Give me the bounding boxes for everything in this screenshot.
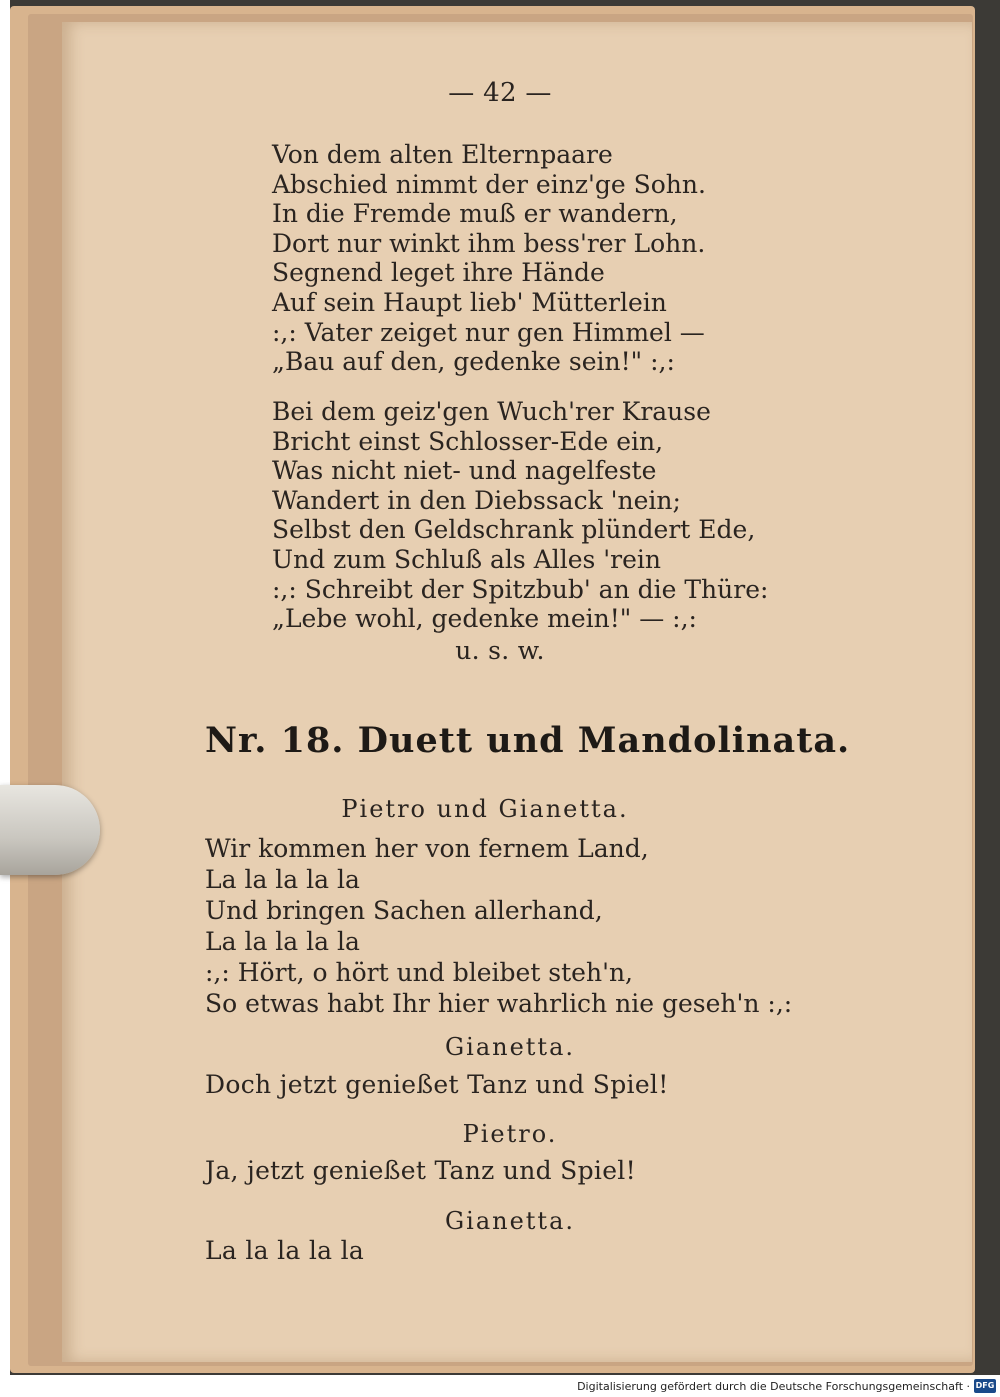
verse-line: In die Fremde muß er wandern, (272, 199, 678, 229)
verse-line: Wandert in den Diebssack 'nein; (272, 485, 681, 515)
speaker-label: Pietro und Gianetta. (341, 795, 629, 823)
verse-line: :,: Schreibt der Spitzbub' an die Thüre: (272, 574, 769, 604)
verse-line: Von dem alten Elternpaare (272, 140, 613, 169)
etcetera: u. s. w. (455, 636, 545, 665)
page-number: — 42 — (448, 78, 552, 108)
verse-2 (272, 397, 768, 634)
song-line: Und bringen Sachen allerhand, (205, 896, 603, 925)
speaker-label: Gianetta. (444, 1207, 576, 1235)
verse-line: Und zum Schluß als Alles 'rein (272, 544, 662, 574)
song-line: La la la la la (205, 927, 360, 956)
song-line: La la la la la (205, 1236, 365, 1265)
speaker-label: Gianetta. (444, 1033, 576, 1061)
verse-line: „Bau auf den, gedenke sein!" :,: (272, 347, 675, 377)
song-line: Doch jetzt genießet Tanz und Spiel! (205, 1070, 669, 1099)
verse-line: Segnend leget ihre Hände (272, 258, 605, 288)
song-line: :,: Hört, o hört und bleibet steh'n, (205, 958, 634, 987)
speaker-label: Pietro. (462, 1120, 558, 1148)
dfg-logo: DFG (974, 1379, 996, 1393)
verse-line: „Lebe wohl, gedenke mein!" — :,: (272, 604, 697, 634)
verse-line: Dort nur winkt ihm bess'rer Lohn. (272, 228, 706, 258)
verse-line: Was nicht niet- und nagelfeste (272, 456, 657, 486)
section-heading: Nr. 18. Duett und Mandolinata. (205, 720, 851, 761)
song-line: Wir kommen her von fernem Land, (205, 834, 649, 863)
song-line: Ja, jetzt genießet Tanz und Spiel! (205, 1156, 636, 1185)
verse-line: Bricht einst Schlosser-Ede ein, (272, 426, 664, 456)
song-line: La la la la la (205, 865, 360, 894)
verse-line: :,: Vater zeiget nur gen Himmel — (272, 317, 705, 347)
song-verse (205, 833, 792, 1019)
verse-1 (272, 140, 706, 377)
song-line: So etwas habt Ihr hier wahrlich nie geseh'n :,: (205, 989, 793, 1018)
verse-line: Bei dem geiz'gen Wuch'rer Krause (272, 397, 711, 426)
verse-line: Selbst den Geldschrank plündert Ede, (272, 515, 756, 545)
funding-credit: Digitalisierung gefördert durch die Deutsche Forschungsgemeinschaft · (577, 1380, 970, 1393)
verse-line: Auf sein Haupt lieb' Mütterlein (272, 287, 667, 317)
verse-line: Abschied nimmt der einz'ge Sohn. (272, 169, 706, 199)
